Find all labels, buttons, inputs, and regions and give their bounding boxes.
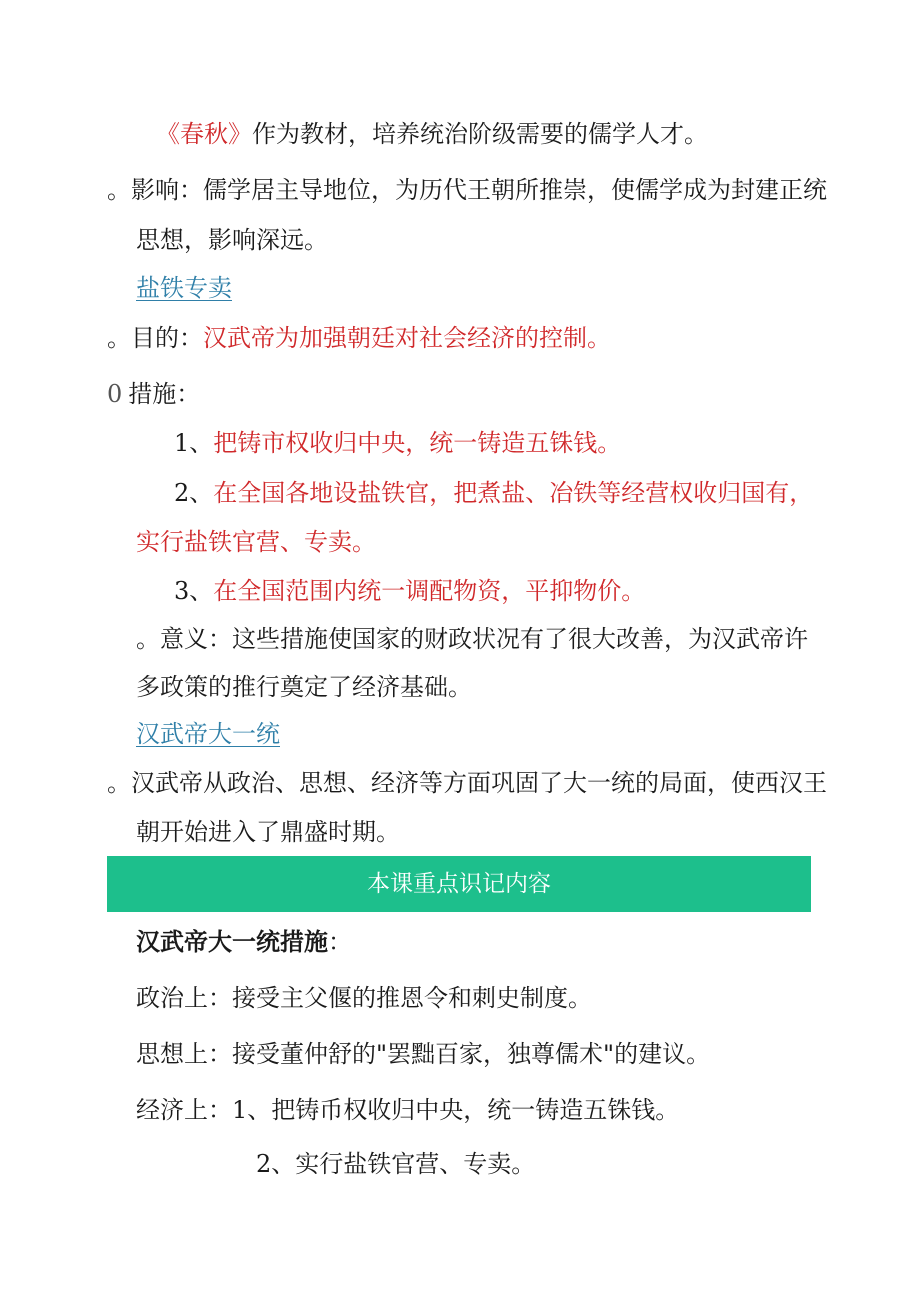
impact-line xyxy=(107,174,827,206)
key-points-banner: 本课重点识记内容 xyxy=(107,856,811,912)
title-colon: ： xyxy=(328,928,352,956)
economic-measure-2 xyxy=(256,1148,535,1180)
significance-line xyxy=(136,623,808,655)
measure-item-1 xyxy=(174,427,621,459)
economic-label: 经济上： xyxy=(136,1096,232,1124)
book-title: 《春秋》 xyxy=(156,120,252,148)
measure-item-3 xyxy=(174,575,645,607)
text-line xyxy=(156,118,708,150)
item-text: 在全国范围内统一调配物资，平抑物价。 xyxy=(213,577,646,605)
economic-measure-1 xyxy=(136,1094,679,1126)
item-number: 2、 xyxy=(174,479,214,507)
purpose-text: 汉武帝为加强朝廷对社会经济的控制。 xyxy=(203,324,611,352)
bullet-marker: 。 xyxy=(136,625,160,653)
item-number: 1、 xyxy=(232,1096,272,1124)
bullet-marker: 。 xyxy=(107,176,131,204)
item-text: 把铸币权收归中央，统一铸造五铢钱。 xyxy=(271,1096,680,1124)
measure-item-2-continued: 实行盐铁官营、专卖。 xyxy=(136,528,376,556)
heading-salt-iron: 盐铁专卖 xyxy=(136,274,232,302)
item-text: 把铸市权收归中央，统一铸造五铢钱。 xyxy=(213,429,622,457)
key-points-title-bold: 汉武帝大一统措施 xyxy=(136,928,328,956)
purpose-line xyxy=(107,322,611,354)
key-points-title xyxy=(136,926,352,958)
item-number: 1、 xyxy=(174,429,214,457)
impact-text: 儒学居主导地位，为历代王朝所推崇，使儒学成为封建正统 xyxy=(203,176,827,204)
impact-line-continued: 思想，影响深远。 xyxy=(136,226,328,254)
political-measure: 政治上：接受主父偃的推恩令和刺史制度。 xyxy=(136,984,592,1012)
measure-item-2 xyxy=(174,477,813,509)
item-number: 2、 xyxy=(256,1150,296,1178)
item-text: 在全国各地设盐铁官，把煮盐、冶铁等经营权收归国有， xyxy=(213,479,814,507)
unification-line-continued: 朝开始进入了鼎盛时期。 xyxy=(136,818,400,846)
significance-line-continued: 多政策的推行奠定了经济基础。 xyxy=(136,673,472,701)
unification-text: 汉武帝从政治、思想、经济等方面巩固了大一统的局面，使西汉王 xyxy=(131,769,827,797)
significance-label: 意义： xyxy=(160,625,232,653)
heading-unification: 汉武帝大一统 xyxy=(136,720,280,748)
ideological-measure: 思想上：接受董仲舒的"罢黜百家，独尊儒术"的建议。 xyxy=(136,1040,711,1068)
bullet-marker: 。 xyxy=(107,324,131,352)
item-text: 实行盐铁官营、专卖。 xyxy=(295,1150,536,1178)
unification-line xyxy=(107,767,827,799)
item-number: 3、 xyxy=(174,577,214,605)
bullet-marker: 。 xyxy=(107,769,131,797)
measures-label: 措施： xyxy=(128,380,201,408)
bullet-marker: 0 xyxy=(107,380,123,408)
significance-text: 这些措施使国家的财政状况有了很大改善，为汉武帝许 xyxy=(232,625,808,653)
measures-line xyxy=(107,378,200,410)
purpose-label: 目的： xyxy=(131,324,203,352)
text-segment: 作为教材，培养统治阶级需要的儒学人才。 xyxy=(252,120,708,148)
impact-label: 影响： xyxy=(131,176,203,204)
